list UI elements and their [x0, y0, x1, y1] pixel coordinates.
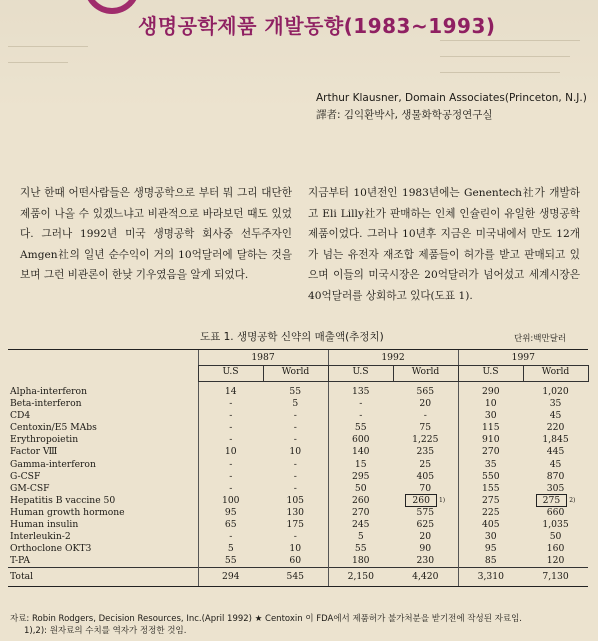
value-text: 5 — [357, 531, 364, 543]
value-text: 5 — [292, 398, 299, 410]
value-cell — [393, 422, 458, 434]
value-cell — [263, 507, 328, 519]
footnote-mark: 1) — [438, 496, 446, 504]
value-cell — [328, 446, 393, 458]
product-name: Orthoclone OKT3 — [10, 543, 92, 555]
product-name: Alpha-interferon — [10, 385, 88, 397]
value-cell — [393, 507, 458, 519]
value-cell — [328, 471, 393, 483]
table-row — [8, 483, 588, 495]
region-header: U.S — [198, 366, 263, 382]
value-cell — [523, 531, 588, 543]
value-text: - — [293, 422, 297, 434]
value-cell — [523, 543, 588, 555]
value-text: 90 — [419, 543, 432, 555]
value-cell — [393, 398, 458, 410]
value-text: 445 — [546, 446, 565, 458]
value-cell — [328, 382, 393, 399]
value-text: 105 — [286, 494, 305, 506]
region-header: World — [263, 366, 328, 382]
table-row — [8, 543, 588, 555]
value-text: 545 — [286, 571, 305, 583]
value-text: 55 — [224, 555, 237, 567]
value-text: 870 — [546, 470, 565, 482]
value-cell — [198, 382, 263, 399]
table-unit: 단위:백만달러 — [514, 334, 567, 344]
product-name: Hepatitis B vaccine 50 — [10, 494, 116, 506]
product-name: Human growth hormone — [10, 506, 125, 518]
value-cell — [458, 531, 523, 543]
value-cell — [393, 555, 458, 568]
value-cell — [393, 543, 458, 555]
table-row — [8, 519, 588, 531]
value-text: 910 — [482, 434, 500, 446]
value-cell — [458, 555, 523, 568]
value-text: 225 — [482, 506, 500, 518]
value-cell — [458, 410, 523, 422]
value-cell — [328, 483, 393, 495]
year-header: 1992 — [328, 350, 458, 366]
value-text: 20 — [419, 398, 432, 410]
year-header-row — [8, 350, 588, 366]
region-header-row — [8, 366, 588, 382]
value-text: 7,130 — [542, 571, 569, 583]
value-text: 10 — [224, 446, 237, 458]
article-title: 생명공학제품 개발동향(1983~1993) — [138, 14, 496, 38]
value-text: 35 — [484, 458, 497, 470]
value-text: 95 — [484, 543, 497, 555]
value-cell — [198, 568, 263, 586]
value-cell — [523, 410, 588, 422]
value-text: 130 — [286, 506, 305, 518]
value-cell — [393, 519, 458, 531]
table-source: 자료: Robin Rodgers, Decision Resources, Inc.(April 1992) ★ Centoxin 이 FDA에서 제품허가 불가처분을 받기전에 작성된 자료임. — [10, 614, 522, 624]
author-line: Arthur Klausner, Domain Associates(Princeton, N.J.) — [316, 92, 587, 104]
value-text: 1,020 — [542, 386, 569, 397]
value-text: 235 — [416, 446, 435, 458]
value-cell — [263, 519, 328, 531]
value-text: 270 — [482, 446, 500, 458]
value-cell — [328, 519, 393, 531]
value-cell — [393, 531, 458, 543]
value-cell — [523, 495, 588, 507]
product-name: Human insulin — [10, 519, 79, 531]
value-text: 1,035 — [542, 519, 569, 531]
value-cell — [263, 531, 328, 543]
value-text: 10 — [484, 398, 497, 410]
table-row — [8, 410, 588, 422]
value-cell — [393, 434, 458, 446]
bleed-text-line — [8, 46, 88, 47]
table-row — [8, 459, 588, 471]
value-cell — [458, 434, 523, 446]
value-text: - — [293, 410, 297, 422]
value-text: - — [423, 410, 427, 422]
value-cell — [328, 422, 393, 434]
value-cell — [263, 398, 328, 410]
value-cell — [328, 543, 393, 555]
value-cell — [523, 507, 588, 519]
region-header: World — [393, 366, 458, 382]
table-row — [8, 531, 588, 543]
value-cell — [263, 382, 328, 399]
value-cell — [198, 495, 263, 507]
table-note: 1),2): 원자료의 수치를 역자가 정정한 것임. — [24, 626, 187, 636]
value-text: 45 — [549, 458, 562, 470]
product-name: CD4 — [10, 410, 31, 422]
value-text: 55 — [354, 543, 367, 555]
value-cell — [458, 483, 523, 495]
translator-line: 譯者: 김익환박사, 생물화학공정연구실 — [316, 109, 493, 121]
table-row — [8, 398, 588, 410]
value-cell — [198, 555, 263, 568]
value-text: 20 — [419, 531, 432, 543]
value-cell — [458, 495, 523, 507]
value-cell — [393, 568, 458, 586]
value-cell — [523, 434, 588, 446]
value-text: 100 — [221, 494, 240, 506]
value-text: 160 — [546, 543, 565, 555]
value-cell — [198, 446, 263, 458]
value-text: 10 — [289, 543, 302, 555]
value-text: - — [229, 422, 233, 434]
table-row — [8, 555, 588, 568]
value-cell — [328, 507, 393, 519]
table-row — [8, 446, 588, 458]
value-text: 25 — [419, 458, 432, 470]
value-cell — [198, 398, 263, 410]
value-cell — [393, 446, 458, 458]
body-column-left: 지난 한때 어떤사람들은 생명공학으로 부터 뭐 그리 대단한 제품이 나올 수 있겠느냐고 비관적으로 바라보던 때도 있었다. 그러나 1992년 미국 생명공학 회사중 선두주자인 Amgen社의 일년 순수익이 거의 10억달러에 달하는 것을 보며 그런 비관론이 한낮 기우였음을 알게 되었다. — [20, 187, 292, 281]
value-cell — [458, 382, 523, 399]
region-header: U.S — [328, 366, 393, 382]
empty-header-cell — [8, 350, 198, 366]
value-text: 275 — [482, 494, 500, 506]
value-cell — [198, 459, 263, 471]
year-header: 1987 — [198, 350, 328, 366]
value-text: 275 — [536, 494, 568, 507]
value-text: 140 — [351, 446, 370, 458]
value-text: 175 — [286, 519, 305, 531]
value-cell — [328, 398, 393, 410]
table-row — [8, 422, 588, 434]
value-text: 55 — [289, 386, 302, 397]
value-text: 180 — [351, 555, 370, 567]
value-cell — [263, 543, 328, 555]
table-row — [8, 382, 588, 399]
value-text: 10 — [289, 446, 302, 458]
value-cell — [393, 410, 458, 422]
value-text: 15 — [354, 458, 367, 470]
value-cell — [458, 471, 523, 483]
table-caption: 도표 1. 생명공학 신약의 매출액(추정치) — [200, 331, 384, 343]
value-cell — [263, 483, 328, 495]
year-header: 1997 — [458, 350, 588, 366]
value-cell — [458, 446, 523, 458]
value-cell — [328, 495, 393, 507]
value-cell — [458, 422, 523, 434]
product-name: Total — [8, 568, 198, 586]
value-cell — [523, 382, 588, 399]
value-text: 290 — [482, 386, 500, 397]
value-text: 65 — [224, 519, 237, 531]
product-name: Centoxin/E5 MAbs — [10, 422, 97, 434]
value-cell — [523, 568, 588, 586]
value-cell — [263, 471, 328, 483]
value-text: 625 — [416, 519, 435, 531]
value-text: - — [293, 470, 297, 482]
value-text: 1,845 — [542, 434, 569, 446]
value-text: - — [229, 470, 233, 482]
value-cell — [523, 398, 588, 410]
bleed-text-line — [440, 56, 570, 57]
value-cell — [263, 568, 328, 586]
value-cell — [198, 422, 263, 434]
value-cell — [198, 531, 263, 543]
value-text: 5 — [227, 543, 234, 555]
value-text: 305 — [546, 482, 565, 494]
value-text: 600 — [351, 434, 370, 446]
value-cell — [328, 434, 393, 446]
value-text: 245 — [351, 519, 370, 531]
product-name: GM-CSF — [10, 482, 50, 494]
value-cell — [198, 471, 263, 483]
table-row — [8, 507, 588, 519]
value-cell — [458, 459, 523, 471]
value-text: - — [229, 410, 233, 422]
value-cell — [263, 434, 328, 446]
value-text: - — [229, 531, 233, 543]
value-text: - — [229, 458, 233, 470]
value-cell — [523, 459, 588, 471]
value-text: 55 — [354, 422, 367, 434]
value-text: 95 — [224, 506, 237, 518]
value-cell — [198, 543, 263, 555]
value-cell — [198, 410, 263, 422]
value-text: 70 — [419, 482, 432, 494]
value-text: 1,225 — [412, 434, 439, 446]
value-text: 60 — [289, 555, 302, 567]
value-text: 565 — [416, 386, 435, 397]
value-text: 120 — [546, 555, 565, 567]
value-text: - — [293, 531, 297, 543]
value-cell — [263, 459, 328, 471]
value-text: - — [293, 434, 297, 446]
value-text: 660 — [546, 506, 565, 518]
value-cell — [393, 459, 458, 471]
product-name: Beta-interferon — [10, 398, 82, 410]
table-row — [8, 471, 588, 483]
value-cell — [458, 398, 523, 410]
value-text: 4,420 — [412, 571, 439, 583]
value-cell — [328, 410, 393, 422]
value-text: 405 — [416, 470, 435, 482]
region-header: World — [523, 366, 588, 382]
value-text: - — [359, 410, 363, 422]
region-header: U.S — [458, 366, 523, 382]
table-row — [8, 495, 588, 507]
value-cell — [458, 568, 523, 586]
value-text: - — [359, 398, 363, 410]
value-cell — [523, 555, 588, 568]
value-text: 550 — [482, 470, 500, 482]
value-cell — [198, 483, 263, 495]
product-name: T-PA — [10, 555, 31, 567]
bleed-text-line — [440, 40, 580, 41]
empty-header-cell — [8, 366, 198, 382]
value-text: - — [229, 482, 233, 494]
value-text: 30 — [484, 410, 497, 422]
value-cell — [263, 555, 328, 568]
value-text: 155 — [482, 482, 500, 494]
value-cell — [458, 507, 523, 519]
value-cell — [393, 471, 458, 483]
value-cell — [458, 519, 523, 531]
sales-table — [8, 349, 589, 587]
value-text: 85 — [484, 555, 497, 567]
value-cell — [328, 531, 393, 543]
value-cell — [393, 495, 458, 507]
value-text: 3,310 — [477, 571, 504, 583]
value-text: - — [229, 434, 233, 446]
value-text: 50 — [549, 531, 562, 543]
value-text: 2,150 — [347, 571, 374, 583]
value-cell — [393, 382, 458, 399]
sales-table-body — [8, 350, 588, 587]
product-name: Erythropoietin — [10, 434, 79, 446]
value-text: 14 — [224, 386, 237, 397]
value-text: 295 — [351, 470, 370, 482]
footnote-mark: 2) — [569, 496, 576, 504]
value-text: 75 — [419, 422, 432, 434]
bleed-text-line — [440, 72, 560, 73]
value-cell — [328, 568, 393, 586]
value-cell — [263, 446, 328, 458]
value-text: 220 — [546, 422, 565, 434]
value-cell — [458, 543, 523, 555]
value-text: 35 — [549, 398, 562, 410]
value-text: 294 — [221, 571, 240, 583]
value-cell — [198, 434, 263, 446]
value-text: 230 — [416, 555, 435, 567]
value-text: 270 — [351, 506, 370, 518]
value-text: 45 — [549, 410, 562, 422]
body-column-right: 지금부터 10년전인 1983년에는 Genentech社가 개발하고 Eli Lilly社가 판매하는 인체 인슐린이 유일한 생명공학 제품이었다. 그러나 10년후 지금은 미국내에서 만도 12개가 넘는 유전자 재조합 제품들이 허가를 받고 판매되고 있으며 이들의 미국시장은 20억달러가 넘어섰고 세계시장은 40억달러를 상회하고 있다(도표 1). — [308, 187, 580, 302]
bleed-text-line — [8, 62, 68, 63]
author-block — [316, 90, 587, 124]
value-cell — [263, 495, 328, 507]
value-text: 50 — [354, 482, 367, 494]
value-cell — [523, 446, 588, 458]
value-text: 30 — [484, 531, 497, 543]
value-text: 405 — [482, 519, 500, 531]
value-cell — [263, 410, 328, 422]
value-text: - — [293, 482, 297, 494]
value-text: 260 — [405, 494, 437, 507]
product-name: Interleukin-2 — [10, 531, 71, 543]
product-name: G-CSF — [10, 470, 41, 482]
value-cell — [328, 459, 393, 471]
table-row — [8, 434, 588, 446]
value-cell — [523, 471, 588, 483]
value-text: - — [293, 458, 297, 470]
value-text: - — [229, 398, 233, 410]
value-cell — [263, 422, 328, 434]
value-cell — [198, 507, 263, 519]
product-name: Gamma-interferon — [10, 458, 96, 470]
value-text: 260 — [351, 494, 370, 506]
value-cell — [328, 555, 393, 568]
value-text: 575 — [416, 506, 435, 518]
value-cell — [523, 422, 588, 434]
value-cell — [198, 519, 263, 531]
value-text: 115 — [482, 422, 500, 434]
value-cell — [523, 519, 588, 531]
total-row — [8, 568, 588, 586]
product-name: Factor Ⅷ — [10, 446, 58, 458]
value-text: 135 — [351, 386, 370, 397]
